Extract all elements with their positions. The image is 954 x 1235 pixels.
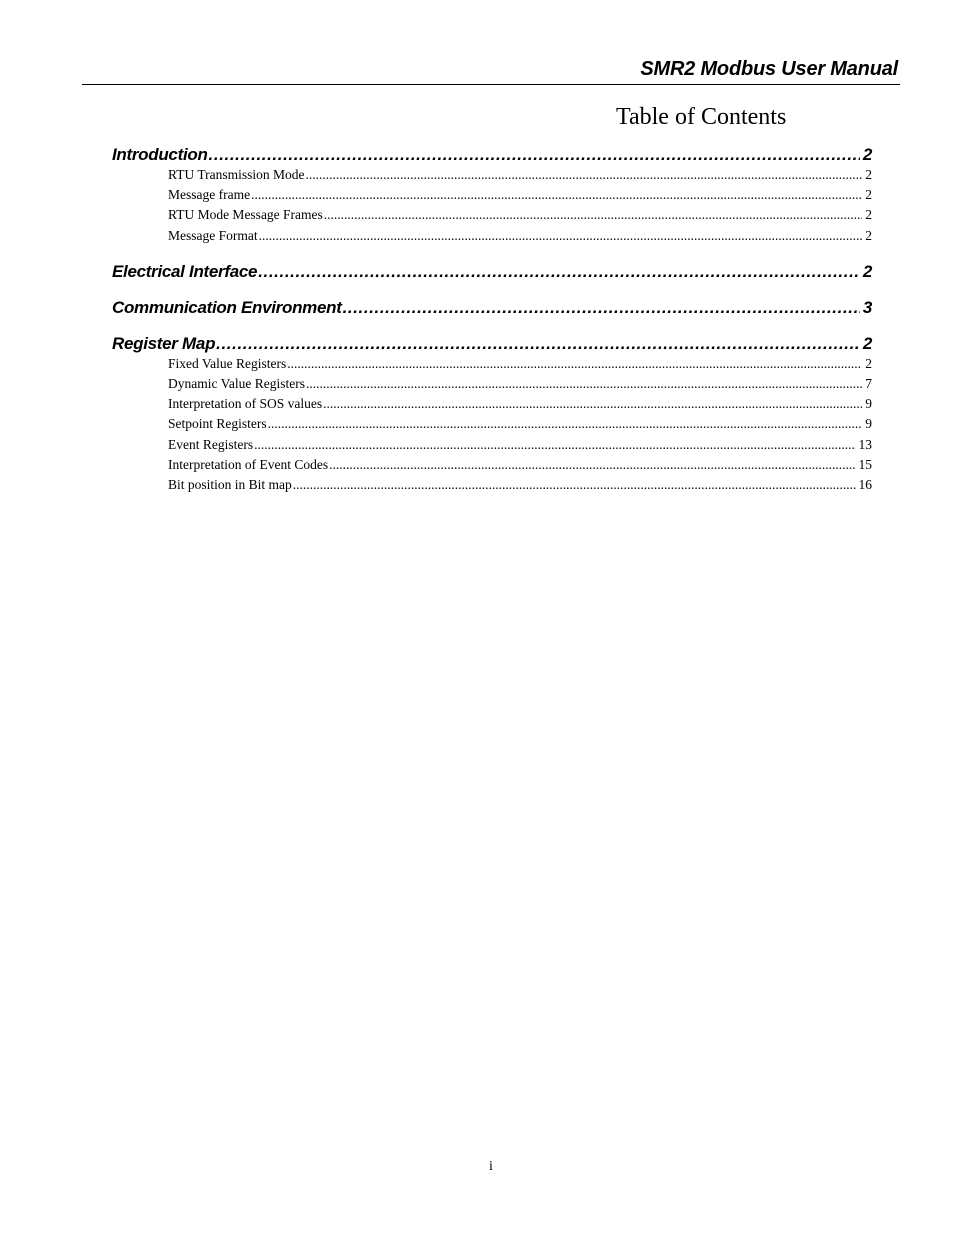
toc-subentry-label: Interpretation of Event Codes — [168, 456, 329, 472]
toc-subentry-label: Setpoint Registers — [168, 416, 267, 432]
toc-subentry-label: Bit position in Bit map — [168, 476, 292, 492]
document-header-title: SMR2 Modbus User Manual — [640, 58, 898, 80]
toc-subentry-fixed-value-registers[interactable] — [168, 356, 872, 376]
toc-subentry-label: RTU Transmission Mode — [168, 167, 305, 182]
toc-section-label: Introduction — [112, 145, 208, 164]
toc-subentry-label: Fixed Value Registers — [168, 355, 287, 371]
toc-page-number: 13 — [858, 436, 872, 452]
toc-page-number: 16 — [858, 476, 872, 492]
toc-subentry-label: Message frame — [168, 187, 251, 203]
toc-subentry-label: Interpretation of SOS values — [168, 396, 323, 412]
toc-leader-dots — [323, 396, 862, 412]
toc-subentry-event-registers[interactable] — [168, 437, 872, 457]
footer-page-number: i — [489, 1159, 493, 1174]
toc-subentry-label: Event Registers — [168, 436, 254, 452]
toc-subentry-rtu-transmission-mode[interactable] — [168, 167, 872, 187]
toc-leader-dots — [343, 298, 860, 318]
header-rule — [82, 84, 900, 85]
toc-section-label: Communication Environment — [112, 297, 342, 317]
toc-section-electrical-interface[interactable] — [112, 262, 872, 284]
toc-page-number: 2 — [865, 227, 872, 243]
toc-leader-dots — [293, 477, 856, 493]
toc-subentry-setpoint-registers[interactable] — [168, 416, 872, 436]
toc-leader-dots — [259, 228, 863, 244]
toc-subentry-label: RTU Mode Message Frames — [168, 207, 323, 223]
toc-leader-dots — [268, 416, 863, 432]
toc-page-number: 2 — [865, 187, 872, 203]
toc-section-label: Electrical Interface — [112, 261, 258, 281]
toc-subentry-bit-position-in-bit-map[interactable] — [168, 477, 872, 497]
toc-leader-dots — [305, 167, 862, 183]
toc-page-number: 2 — [862, 145, 872, 164]
toc-leader-dots — [329, 457, 855, 473]
toc-section-label: Register Map — [112, 333, 216, 353]
toc-page-number: 3 — [862, 297, 872, 317]
toc-leader-dots — [251, 187, 862, 203]
toc-subentry-interpretation-of-sos-values[interactable] — [168, 396, 872, 416]
toc-page-number: 2 — [865, 167, 872, 182]
toc-subentry-rtu-mode-message-frames[interactable] — [168, 207, 872, 227]
toc-subentry-label: Dynamic Value Registers — [168, 375, 305, 391]
toc-leader-dots — [216, 334, 860, 354]
toc-leader-dots — [306, 376, 862, 392]
toc-subentry-message-format[interactable] — [168, 228, 872, 248]
toc-title: Table of Contents — [616, 104, 787, 130]
toc-subentry-label: Message Format — [168, 227, 258, 243]
toc-subentry-interpretation-of-event-codes[interactable] — [168, 457, 872, 477]
toc-section-register-map[interactable] — [112, 334, 872, 356]
toc-page-number: 9 — [865, 416, 872, 432]
toc-leader-dots — [209, 145, 860, 165]
toc-leader-dots — [287, 356, 862, 372]
toc-leader-dots — [324, 207, 862, 223]
toc-page-number: 2 — [862, 333, 872, 353]
toc-page-number: 7 — [865, 375, 872, 391]
toc-subentry-message-frame[interactable] — [168, 187, 872, 207]
toc-page-number: 2 — [862, 261, 872, 281]
toc-page-number: 15 — [858, 456, 872, 472]
toc-section-communication-environment[interactable] — [112, 298, 872, 320]
table-of-contents — [112, 145, 872, 497]
toc-leader-dots — [254, 437, 855, 453]
toc-leader-dots — [258, 262, 860, 282]
toc-section-introduction[interactable] — [112, 145, 872, 167]
toc-page-number: 2 — [865, 355, 872, 371]
toc-page-number: 2 — [865, 207, 872, 223]
toc-page-number: 9 — [865, 396, 872, 412]
toc-subentry-dynamic-value-registers[interactable] — [168, 376, 872, 396]
